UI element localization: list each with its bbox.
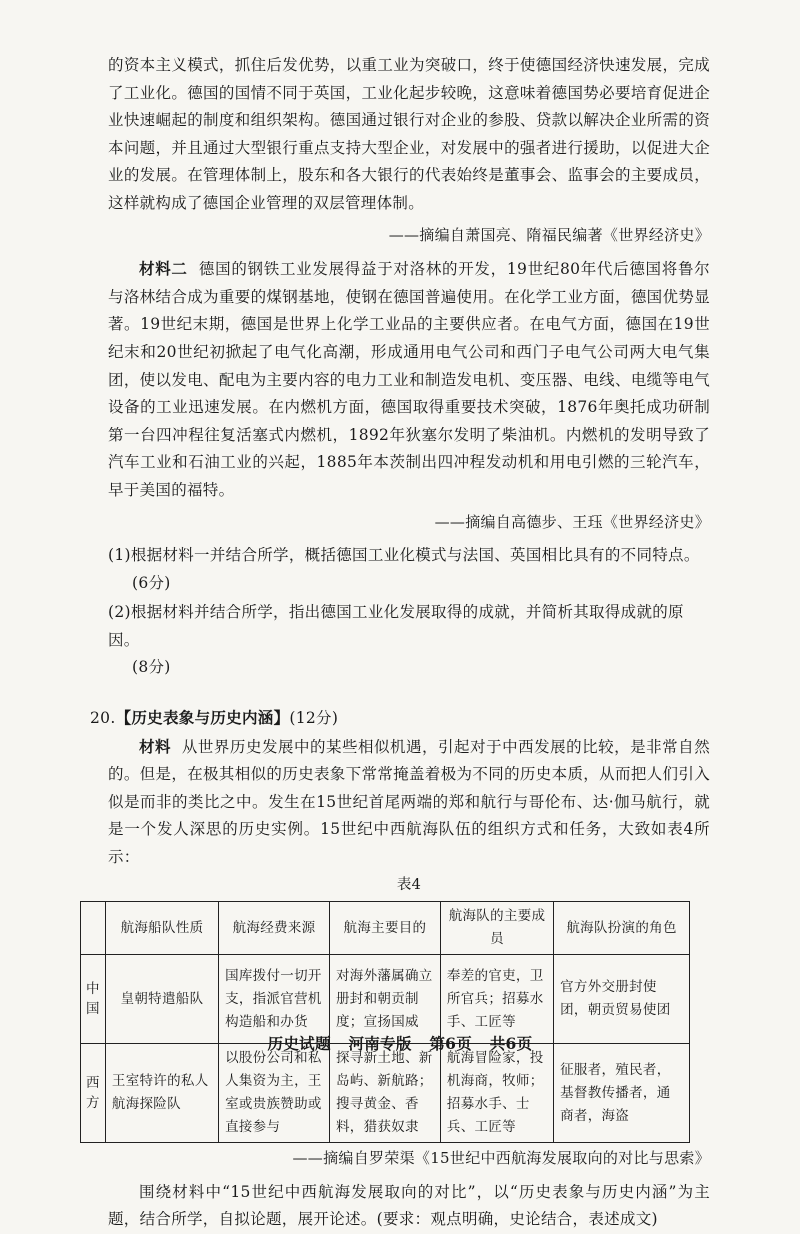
table-source: ——摘编自罗荣渠《15世纪中西航海发展取向的对比与思索》 bbox=[292, 1149, 710, 1168]
question-20-material-label: 材料 bbox=[139, 736, 172, 756]
table-cell: 奉差的官吏，卫所官兵；招募水手、工匠等 bbox=[440, 955, 553, 1044]
table-header-cell: 航海经费来源 bbox=[219, 902, 330, 955]
question-20-number: 20. bbox=[90, 709, 116, 728]
material1-paragraph: 的资本主义模式，抓住后发优势，以重工业为突破口，终于使德国经济快速发展，完成了工业化。德国的国情不同于英国，工业化起步较晚，这意味着德国势必要培育促进企业快速崛起的制度和组织架构。德国通过银行对企业的参股、贷款以解决企业所需的资本问题，并且通过大型银行重点支持大型企业，对发展中的强者进行援助，以促进大企业的发展。在管理体制上，股东和各大银行的代表始终是董事会、监事会的主要成员，这样就构成了德国企业管理的双层管理体制。 bbox=[108, 56, 710, 212]
table-cell: 征服者，殖民者，基督教传播者，通商者，海盗 bbox=[554, 1044, 690, 1143]
table-header-cell: 航海队的主要成员 bbox=[440, 902, 553, 955]
table-cell: 探寻新土地、新岛屿、新航路；搜寻黄金、香料，猎获奴隶 bbox=[330, 1044, 441, 1143]
voyage-comparison-table bbox=[80, 901, 690, 1143]
table-header-row bbox=[81, 902, 690, 955]
material2-paragraph bbox=[108, 255, 710, 504]
material2-source: ——摘编自高德步、王珏《世界经济史》 bbox=[434, 512, 710, 531]
footer-subject: 历史试题 bbox=[267, 1034, 331, 1053]
table-cell: 皇朝特遣船队 bbox=[105, 955, 218, 1044]
question-20-points: (12分) bbox=[289, 709, 339, 728]
question-1-score: (6分) bbox=[132, 573, 171, 592]
footer-page: 第6页 bbox=[429, 1034, 473, 1053]
material2-text: 德国的钢铁工业发展得益于对洛林的开发，19世纪80年代后德国将鲁尔与洛林结合成为重要的煤钢基地，使钢在德国普遍使用。在化学工业方面，德国优势显著。19世纪末期，德国是世界上化学工业品的主要供应者。在电气方面，德国在19世纪末和20世纪初掀起了电气化高潮，形成通用电气公司和西门子电气公司两大电气集团，使以发电、配电为主要内容的电力工业和制造发电机、变压器、电线、电缆等电气设备的工业迅速发展。在内燃机方面，德国取得重要技术突破，1876年奥托成功研制第一台四冲程往复活塞式内燃机，1892年狄塞尔发明了柴油机。内燃机的发明导致了汽车工业和石油工业的兴起，1885年本茨制出四冲程发动机和用电引燃的三轮汽车，早于美国的福特。 bbox=[108, 260, 710, 499]
table-cell: 航海冒险家，投机海商，牧师；招募水手、士兵、工匠等 bbox=[440, 1044, 553, 1143]
table-cell: 王室特许的私人航海探险队 bbox=[105, 1044, 218, 1143]
table-cell: 对海外藩属确立册封和朝贡制度；宣扬国威 bbox=[330, 955, 441, 1044]
question-1 bbox=[108, 542, 710, 597]
question-1-text: (1)根据材料一并结合所学，概括德国工业化模式与法国、英国相比具有的不同特点。 bbox=[108, 546, 700, 565]
table-header-cell: 航海船队性质 bbox=[105, 902, 218, 955]
footer-total: 共6页 bbox=[489, 1034, 533, 1053]
table-header-cell bbox=[81, 902, 106, 955]
question-2 bbox=[108, 599, 710, 682]
material2-label: 材料二 bbox=[139, 259, 188, 279]
table-cell: 官方外交册封使团，朝贡贸易使团 bbox=[554, 955, 690, 1044]
question-20-heading bbox=[90, 704, 710, 733]
table-header-cell: 航海队扮演的角色 bbox=[554, 902, 690, 955]
footer-edition: 河南专版 bbox=[348, 1034, 412, 1053]
page-footer bbox=[0, 1030, 800, 1058]
question-2-score: (8分) bbox=[132, 658, 171, 677]
table-cell: 国库拨付一切开支，指派官营机构造船和办货 bbox=[219, 955, 330, 1044]
row-region-label: 中国 bbox=[81, 955, 106, 1044]
question-20-task: 围绕材料中“15世纪中西航海发展取向的对比”，以“历史表象与历史内涵”为主题，结合所学，自拟论题，展开论述。(要求：观点明确，史论结合，表述成文) bbox=[108, 1182, 710, 1229]
table-caption: 表4 bbox=[396, 876, 422, 893]
table-row-west bbox=[81, 1044, 690, 1143]
table-header-cell: 航海主要目的 bbox=[330, 902, 441, 955]
row-region-label: 西方 bbox=[81, 1044, 106, 1143]
question-20-title: 【历史表象与历史内涵】 bbox=[115, 708, 290, 728]
table-cell: 以股份公司和私人集资为主，王室或贵族赞助或直接参与 bbox=[219, 1044, 330, 1143]
question-2-text: (2)根据材料并结合所学，指出德国工业化发展取得的成就，并简析其取得成就的原因。 bbox=[108, 603, 684, 649]
question-20-material-text: 从世界历史发展中的某些相似机遇，引起对于中西发展的比较，是非常自然的。但是，在极其相似的历史表象下常常掩盖着极为不同的历史本质，从而把人们引入似是而非的类比之中。发生在15世纪首尾两端的郑和航行与哥伦布、达·伽马航行，就是一个发人深思的历史实例。15世纪中西航海队伍的组织方式和任务，大致如表4所示： bbox=[108, 737, 710, 867]
material1-source: ——摘编自萧国亮、隋福民编著《世界经济史》 bbox=[388, 225, 710, 244]
question-20-material bbox=[108, 733, 710, 872]
